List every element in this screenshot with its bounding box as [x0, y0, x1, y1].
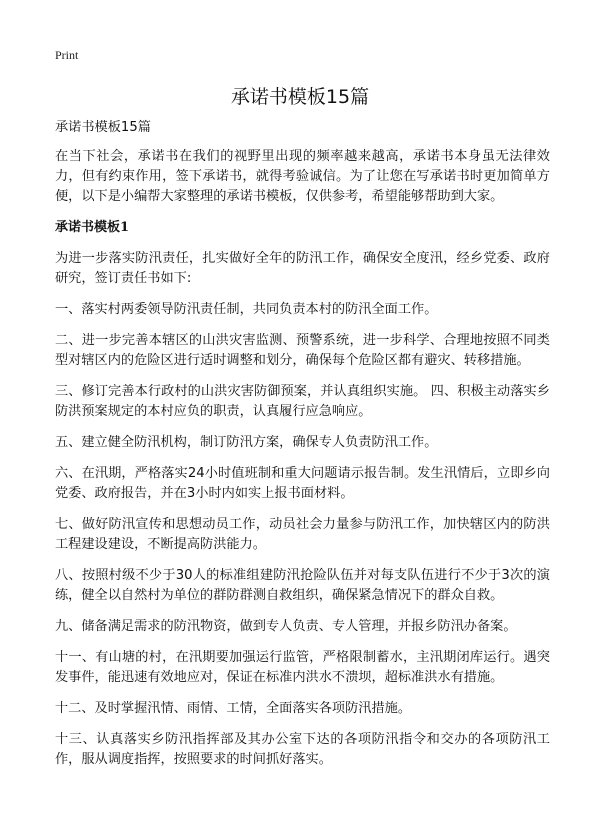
paragraph-item-5: 五、建立健全防汛机构，制订防汛方案，确保专人负责防汛工作。	[55, 435, 438, 450]
paragraph-item-12: 十二、及时掌握汛情、雨情、工情，全面落实各项防汛措施。	[55, 701, 412, 716]
paragraph-preamble: 为进一步落实防汛责任，扎实做好全年的防汛工作，确保安全度汛，经乡党委、政府研究，签订责任书如下:	[55, 251, 550, 286]
document-subtitle: 承诺书模板15篇	[55, 120, 151, 135]
paragraph-item-9: 九、储备满足需求的防汛物资，做到专人负责、专人管理，并报乡防汛办备案。	[55, 619, 517, 634]
paragraph-item-6: 六、在汛期，严格落实24小时值班制和重大问题请示报告制。发生汛情后，立即乡向党委、政府报告，并在3小时内如实上报书面材料。	[55, 466, 550, 501]
paragraph-item-1: 一、落实村两委领导防汛责任制，共同负责本村的防汛全面工作。	[55, 302, 438, 317]
section-heading: 承诺书模板1	[55, 220, 130, 235]
paragraph-item-13: 十三、认真落实乡防汛指挥部及其办公室下达的各项防汛指令和交办的各项防汛工作，服从调度指挥，按照要求的时间抓好落实。	[55, 732, 550, 767]
paragraph-item-7: 七、做好防汛宣传和思想动员工作，动员社会力量参与防汛工作，加快辖区内的防洪工程建设建设，不断提高防洪能力。	[55, 517, 550, 552]
paragraph-item-11: 十一、有山塘的村，在汛期要加强运行监管，严格限制蓄水，主汛期闭库运行。遇突发事件，能迅速有效地应对，保证在标准内洪水不溃坝，超标准洪水有措施。	[55, 650, 550, 685]
page-title: 承诺书模板15篇	[230, 86, 370, 108]
paragraph-item-3-4: 三、修订完善本行政村的山洪灾害防御预案，并认真组织实施。 四、积极主动落实乡防洪预案规定的本村应负的职责，认真履行应急响应。	[55, 384, 550, 419]
document-body	[55, 118, 550, 781]
paragraph-item-8: 八、按照村级不少于30人的标准组建防汛抢险队伍并对每支队伍进行不少于3次的演练，健全以自然村为单位的群防群测自救组织，确保紧急情况下的群众自救。	[55, 568, 550, 603]
paragraph-item-2: 二、进一步完善本辖区的山洪灾害监测、预警系统，进一步科学、合理地按照不同类型对辖区内的危险区进行适时调整和划分，确保每个危险区都有避灾、转移措施。	[55, 333, 550, 368]
intro-paragraph: 在当下社会，承诺书在我们的视野里出现的频率越来越高，承诺书本身虽无法律效力，但有约束作用，签下承诺书，就得考验诚信。为了让您在写承诺书时更加简单方便，以下是小编帮大家整理的承诺书模板，仅供参考，希望能够帮助到大家。	[55, 149, 550, 204]
print-link[interactable]: Print	[55, 48, 79, 62]
